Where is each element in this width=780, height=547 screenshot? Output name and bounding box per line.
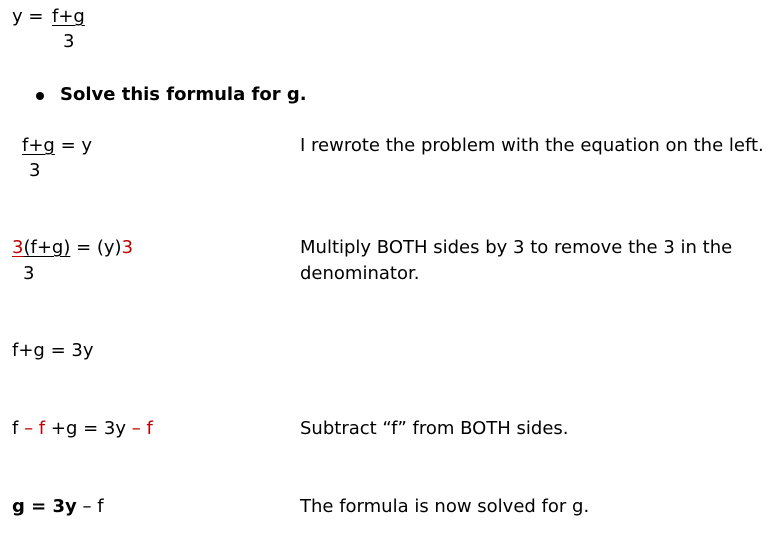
- step5-note: The formula is now solved for g.: [300, 496, 590, 517]
- bullet-icon: [36, 92, 44, 100]
- header-equals: =: [28, 6, 44, 27]
- step2-coef: 3: [12, 237, 24, 258]
- step1-equation: [22, 135, 92, 157]
- step1-rhs: = y: [54, 135, 93, 156]
- step1-numerator: f+g: [22, 135, 55, 156]
- step2-note-line2: denominator.: [300, 263, 420, 284]
- header-y: y: [12, 6, 23, 27]
- step2-mid: = (y): [70, 237, 122, 258]
- step2-numerator: (f+g): [23, 237, 71, 258]
- step4-note: Subtract “f” from BOTH sides.: [300, 418, 569, 439]
- step5-part2: – f: [76, 496, 104, 517]
- step1-note: I rewrote the problem with the equation on the left.: [300, 135, 764, 156]
- header-numerator: f+g: [52, 6, 85, 27]
- header-formula-lhs: [12, 6, 43, 28]
- step2-note-line1: Multiply BOTH sides by 3 to remove the 3 in the: [300, 237, 733, 258]
- step4-part2: +g = 3y: [50, 418, 126, 439]
- step3-equation: f+g = 3y: [12, 340, 94, 361]
- step4-minus2: – f: [126, 418, 153, 439]
- header-denominator: 3: [63, 31, 75, 52]
- step5-equation: [12, 496, 104, 518]
- step2-denominator: 3: [23, 263, 35, 284]
- step4-equation: [12, 418, 153, 440]
- bullet-instruction: Solve this formula for g.: [60, 84, 307, 105]
- step1-denominator: 3: [29, 160, 41, 181]
- step5-part1: g = 3y: [12, 496, 77, 517]
- step2-equation: [12, 237, 133, 259]
- step4-part1: f: [12, 418, 19, 439]
- step2-rhs-coef: 3: [121, 237, 134, 258]
- step4-minus1: – f: [18, 418, 51, 439]
